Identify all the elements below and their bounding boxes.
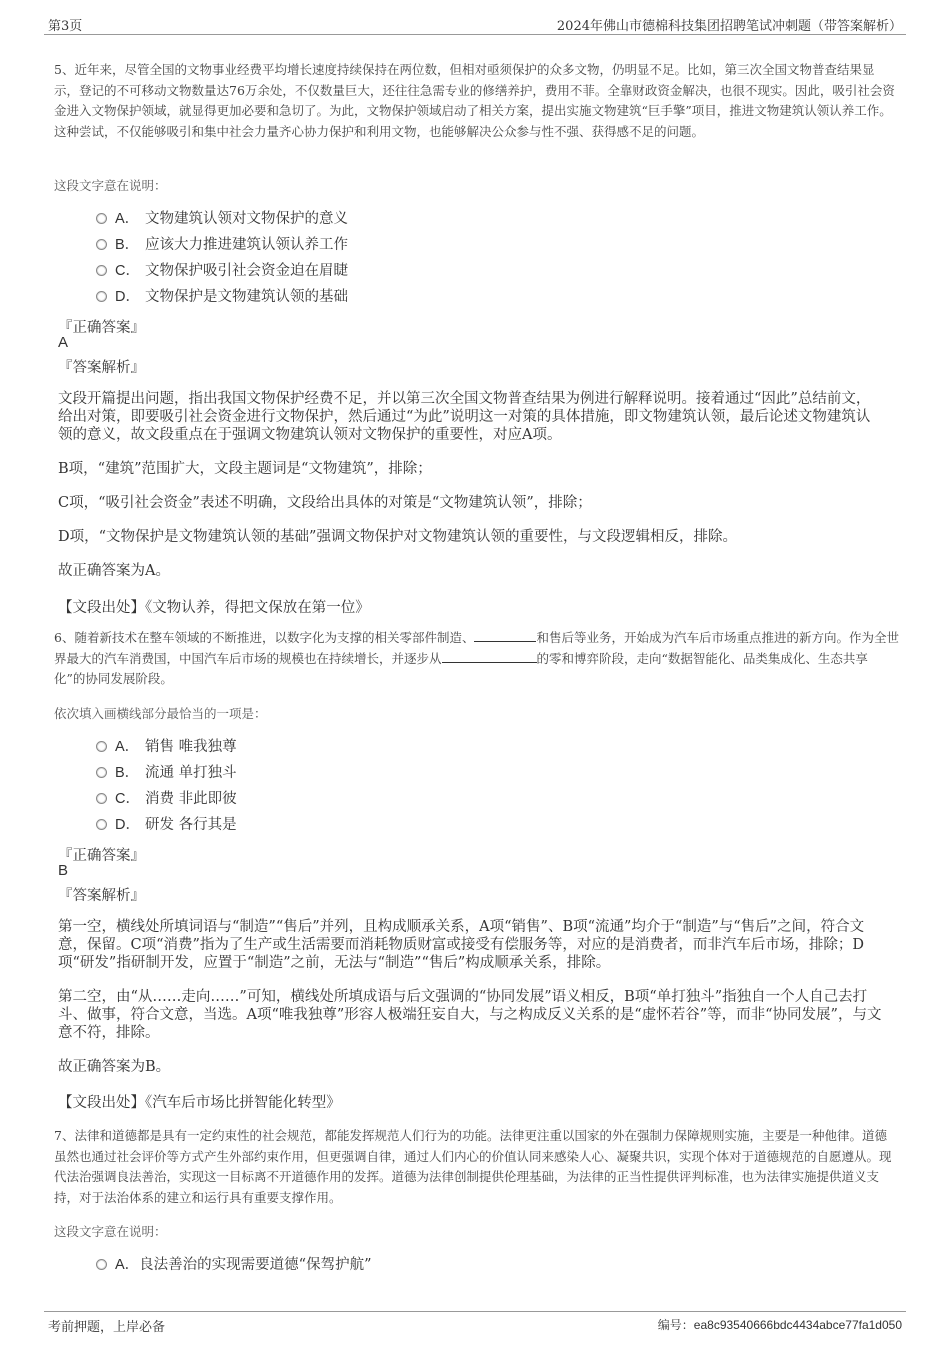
q6-answer-label: 『正确答案』 [58, 848, 145, 864]
question-7-prompt: 这段文字意在说明： [54, 1224, 167, 1239]
q6-analysis-label: 『答案解析』 [58, 888, 145, 904]
fill-blank-1 [474, 629, 536, 642]
q5-analysis-label: 『答案解析』 [58, 360, 145, 376]
radio-icon[interactable] [96, 1259, 107, 1270]
radio-icon[interactable] [96, 213, 107, 224]
q6-source: 【文段出处】《汽车后市场比拼智能化转型》 [58, 1095, 341, 1111]
radio-icon[interactable] [96, 741, 107, 752]
page-header [44, 12, 906, 35]
radio-icon[interactable] [96, 767, 107, 778]
q5-option-c[interactable]: C． 文物保护吸引社会资金迫在眉睫 [96, 260, 348, 282]
q6-analysis-p2: 第二空，由“从……走向……”可知，横线处所填成语与后文强调的“协同发展”语义相反，B项“单打独斗”指独自一个人自己去打斗、做事，符合文意，当选。A项“唯我独尊”形容人极端狂妄自大，与之构成反义关系的是“虚怀若谷”等，而非“协同发展”，与文意不符，排除。 [58, 989, 882, 1041]
fill-blank-2 [442, 650, 537, 663]
radio-icon[interactable] [96, 291, 107, 302]
q6-option-c[interactable]: C． 消费 非此即彼 [96, 788, 237, 810]
q5-analysis-p2: B项，“建筑”范围扩大，文段主题词是“文物建筑”，排除； [58, 461, 432, 477]
q6-analysis-p3: 故正确答案为B。 [58, 1059, 171, 1075]
q5-analysis-p3: C项，“吸引社会资金”表述不明确，文段给出具体的对策是“文物建筑认领”，排除； [58, 495, 592, 511]
q6-option-a[interactable]: A． 销售 唯我独尊 [96, 736, 237, 758]
q6-answer: B [58, 862, 69, 879]
footer-slogan: 考前押题，上岸必备 [48, 1320, 166, 1335]
document-title: 2024年佛山市德棉科技集团招聘笔试冲刺题（带答案解析） [556, 19, 902, 34]
question-7-text: 7、法律和道德都是具有一定约束性的社会规范，都能发挥规范人们行为的功能。法律更注重以国家的外在强制力保障规则实施，主要是一种他律。道德虽然也通过社会评价等方式产生外部约束作用，但更强调自律，通过人们内心的价值认同来感染人心、凝聚共识，实现个体对于道德规范的自愿遵从。现代法治强调良法善治，实现这一目标离不开道德作用的发挥。道德为法律创制提供伦理基础，为法律的正当性提供评判标准，也为法律实施提供道义支持，对于法治体系的建立和运行具有重要支撑作用。 [54, 1128, 892, 1205]
question-6-text: 6、随着新技术在整车领域的不断推进，以数字化为支撑的相关零部件制造、 和售后等业务，开始成为汽车后市场重点推进的新方向。作为全世界最大的汽车消费国，中国汽车后市场的规模也在持续增长，并逐步从 的零和博弈阶段，走向“数据智能化、品类集成化、生态共享化”的协同发展阶段。 [54, 630, 899, 686]
q5-option-b[interactable]: B． 应该大力推进建筑认领认养工作 [96, 234, 348, 256]
radio-icon[interactable] [96, 265, 107, 276]
question-5-prompt: 这段文字意在说明： [54, 178, 167, 193]
question-6-prompt: 依次填入画横线部分最恰当的一项是： [54, 706, 267, 721]
radio-icon[interactable] [96, 793, 107, 804]
q5-answer: A [58, 334, 69, 351]
q5-source: 【文段出处】《文物认养，得把文保放在第一位》 [58, 600, 370, 616]
q7-option-a[interactable]: A．良法善治的实现需要道德“保驾护航” [96, 1254, 372, 1276]
q6-option-d[interactable]: D． 研发 各行其是 [96, 814, 237, 836]
page-footer [44, 1311, 906, 1336]
document-code: ea8c93540666bdc4434abce77fa1d050 [693, 1318, 902, 1332]
q6-option-b[interactable]: B． 流通 单打独斗 [96, 762, 237, 784]
q6-analysis-p1: 第一空，横线处所填词语与“制造”“售后”并列，且构成顺承关系，A项“销售”、B项“流通”均介于“制造”与“售后”之间，符合文意，保留。C项“消费”指为了生产或生活需要而消耗物质财富或接受有偿服务等，对应的是消费者，而非汽车后市场，排除；D项“研发”指研制开发，应置于“制造”之前，无法与“制造”“售后”构成顺承关系，排除。 [58, 919, 865, 971]
q5-analysis-p4: D项，“文物保护是文物建筑认领的基础”强调文物保护对文物建筑认领的重要性，与文段逻辑相反，排除。 [58, 529, 737, 545]
q5-answer-label: 『正确答案』 [58, 320, 145, 336]
footer-code: 编号：ea8c93540666bdc4434abce77fa1d050 [657, 1318, 902, 1332]
q5-option-d[interactable]: D． 文物保护是文物建筑认领的基础 [96, 286, 348, 308]
page-number: 第3页 [48, 19, 83, 34]
q5-option-a[interactable]: A． 文物建筑认领对文物保护的意义 [96, 208, 348, 230]
q5-analysis-p5: 故正确答案为A。 [58, 563, 170, 579]
radio-icon[interactable] [96, 239, 107, 250]
radio-icon[interactable] [96, 819, 107, 830]
question-5-text: 5、近年来，尽管全国的文物事业经费平均增长速度持续保持在两位数，但相对亟须保护的众多文物，仍明显不足。比如，第三次全国文物普查结果显示，登记的不可移动文物数量达76万余处，不仅数量巨大，还往往急需专业的修缮养护，费用不菲。全靠财政资金解决，也很不现实。因此，吸引社会资金进入文物保护领域，就显得更加必要和急切了。为此，文物保护领域启动了相关方案，提出实施文物建筑“巨手擎”项目，推进文物建筑认领认养工作。这种尝试，不仅能够吸引和集中社会力量齐心协力保护和利用文物，也能够解决公众参与性不强、获得感不足的问题。 [54, 62, 895, 139]
q5-analysis-p1: 文段开篇提出问题，指出我国文物保护经费不足，并以第三次全国文物普查结果为例进行解释说明。接着通过“因此”总结前文，给出对策，即要吸引社会资金进行文物保护，然后通过“为此”说明这一对策的具体措施，即文物建筑认领，最后论述文物建筑认领的意义，故文段重点在于强调文物建筑认领对文物保护的重要性，对应A项。 [58, 391, 871, 443]
